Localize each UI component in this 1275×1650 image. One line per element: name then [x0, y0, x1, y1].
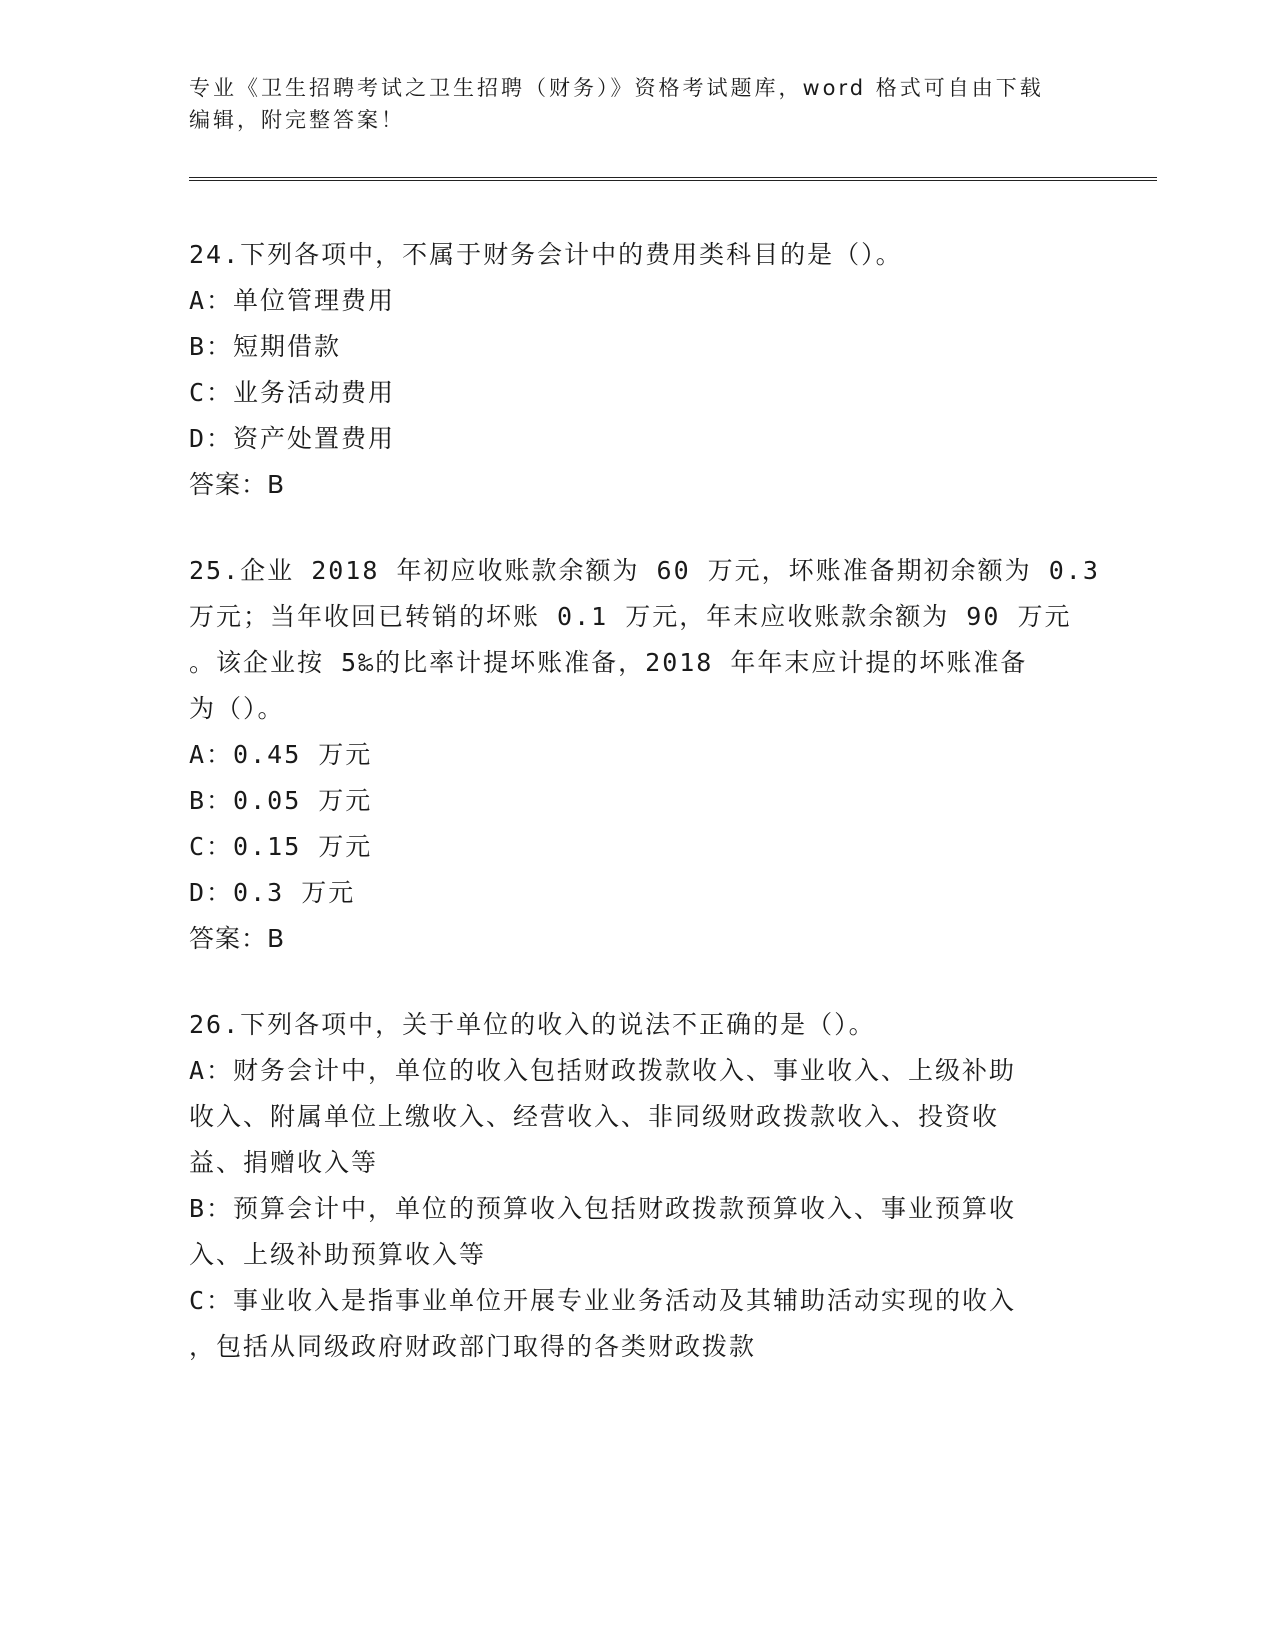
option-c: C：业务活动费用	[189, 378, 396, 407]
option-b: B：短期借款	[189, 332, 342, 361]
option-d: D：0.3 万元	[189, 878, 356, 907]
option-d: D：资产处置费用	[189, 424, 396, 453]
option-a-line-3: 益、捐赠收入等	[189, 1148, 379, 1177]
answer-label: 答案：B	[189, 470, 286, 499]
question-title-line-1: 25.企业 2018 年初应收账款余额为 60 万元，坏账准备期初余额为 0.3	[189, 556, 1100, 585]
option-a: A：0.45 万元	[189, 740, 373, 769]
header-line-1: 专业《卫生招聘考试之卫生招聘（财务）》资格考试题库，word 格式可自由下载	[189, 76, 1044, 100]
option-c: C：0.15 万元	[189, 832, 373, 861]
question-24	[189, 232, 1089, 508]
option-b-line-1: B：预算会计中，单位的预算收入包括财政拨款预算收入、事业预算收	[189, 1194, 1017, 1223]
option-b: B：0.05 万元	[189, 786, 373, 815]
answer-label: 答案：B	[189, 924, 286, 953]
question-26	[189, 1002, 1089, 1370]
question-title-line-2: 万元；当年收回已转销的坏账 0.1 万元，年末应收账款余额为 90 万元	[189, 602, 1072, 631]
question-title-line-3: 。该企业按 5‰的比率计提坏账准备，2018 年年末应计提的坏账准备	[189, 648, 1028, 677]
question-list	[189, 232, 1100, 1410]
option-c-line-2: ，包括从同级政府财政部门取得的各类财政拨款	[189, 1332, 757, 1361]
question-25	[189, 548, 1100, 962]
document-header	[189, 72, 1089, 136]
question-title: 24.下列各项中，不属于财务会计中的费用类科目的是（）。	[189, 240, 903, 269]
option-c-line-1: C：事业收入是指事业单位开展专业业务活动及其辅助活动实现的收入	[189, 1286, 1017, 1315]
option-a: A：单位管理费用	[189, 286, 396, 315]
header-divider	[189, 177, 1157, 181]
option-a-line-2: 收入、附属单位上缴收入、经营收入、非同级财政拨款收入、投资收	[189, 1102, 1000, 1131]
option-a-line-1: A：财务会计中，单位的收入包括财政拨款收入、事业收入、上级补助	[189, 1056, 1017, 1085]
question-title-line-4: 为（）。	[189, 694, 285, 723]
option-b-line-2: 入、上级补助预算收入等	[189, 1240, 487, 1269]
header-line-2: 编辑，附完整答案！	[189, 108, 405, 132]
question-title: 26.下列各项中，关于单位的收入的说法不正确的是（）。	[189, 1010, 876, 1039]
